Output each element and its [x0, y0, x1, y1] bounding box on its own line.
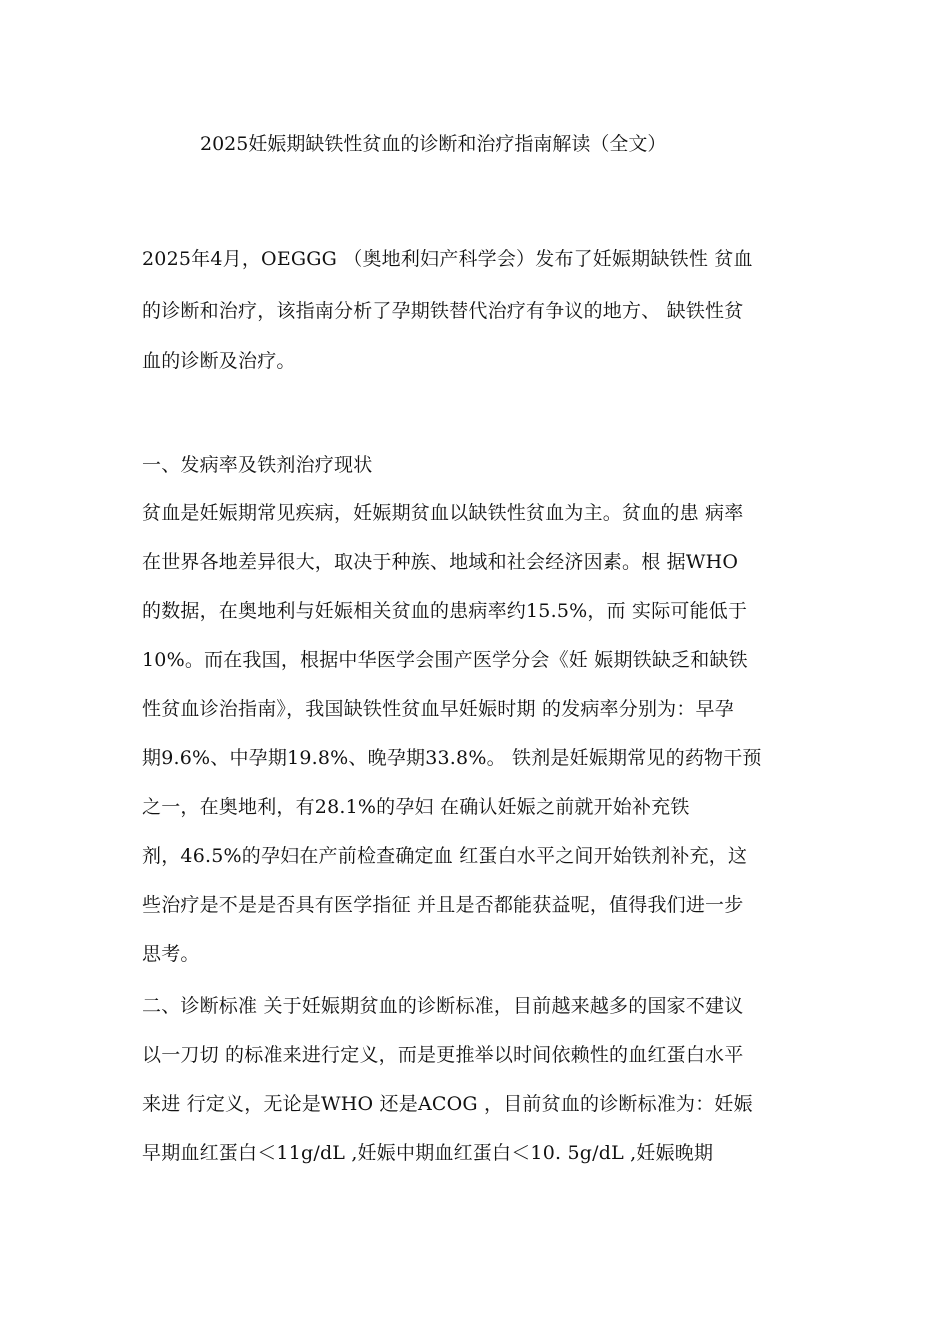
section2-line: 以一刀切 的标准来进行定义，而是更推举以时间依赖性的血红蛋白水平 [142, 1044, 744, 1066]
section1-line: 10%。而在我国，根据中华医学会围产医学分会《妊 娠期铁缺乏和缺铁 [142, 649, 748, 671]
section2-line: 早期血红蛋白＜11g/dL ,妊娠中期血红蛋白＜10. 5g/dL ,妊娠晚期 [142, 1142, 714, 1164]
section1-line: 之一，在奥地利，有28.1%的孕妇 在确认妊娠之前就开始补充铁 [142, 796, 690, 818]
intro-line: 的诊断和治疗，该指南分析了孕期铁替代治疗有争议的地方、 缺铁性贫 [142, 300, 744, 322]
section1-line: 剂，46.5%的孕妇在产前检查确定血 红蛋白水平之间开始铁剂补充，这 [142, 845, 748, 867]
section1-line: 期9.6%、中孕期19.8%、晚孕期33.8%。 铁剂是妊娠期常见的药物干预 [142, 747, 762, 769]
section1-line: 思考。 [142, 943, 200, 965]
document-title: 2025妊娠期缺铁性贫血的诊断和治疗指南解读（全文） [200, 133, 667, 155]
section1-line: 性贫血诊治指南》，我国缺铁性贫血早妊娠时期 的发病率分别为：早孕 [142, 698, 734, 720]
section1-line: 些治疗是不是是否具有医学指征 并且是否都能获益呢，值得我们进一步 [142, 894, 744, 916]
section1-line: 贫血是妊娠期常见疾病，妊娠期贫血以缺铁性贫血为主。贫血的患 病率 [142, 502, 744, 524]
section1-line: 的数据，在奥地利与妊娠相关贫血的患病率约15.5%，而 实际可能低于 [142, 600, 748, 622]
section1-line: 在世界各地差异很大，取决于种族、地域和社会经济因素。根 据WHO [142, 551, 739, 573]
section1-heading: 一、发病率及铁剂治疗现状 [142, 454, 373, 476]
intro-line: 2025年4月，OEGGG （奥地利妇产科学会）发布了妊娠期缺铁性 贫血 [142, 248, 753, 270]
intro-line: 血的诊断及治疗。 [142, 350, 296, 372]
section2-line: 二、诊断标准 关于妊娠期贫血的诊断标准，目前越来越多的国家不建议 [142, 995, 744, 1017]
section2-line: 来进 行定义，无论是WHO 还是ACOG ，目前贫血的诊断标准为：妊娠 [142, 1093, 753, 1115]
